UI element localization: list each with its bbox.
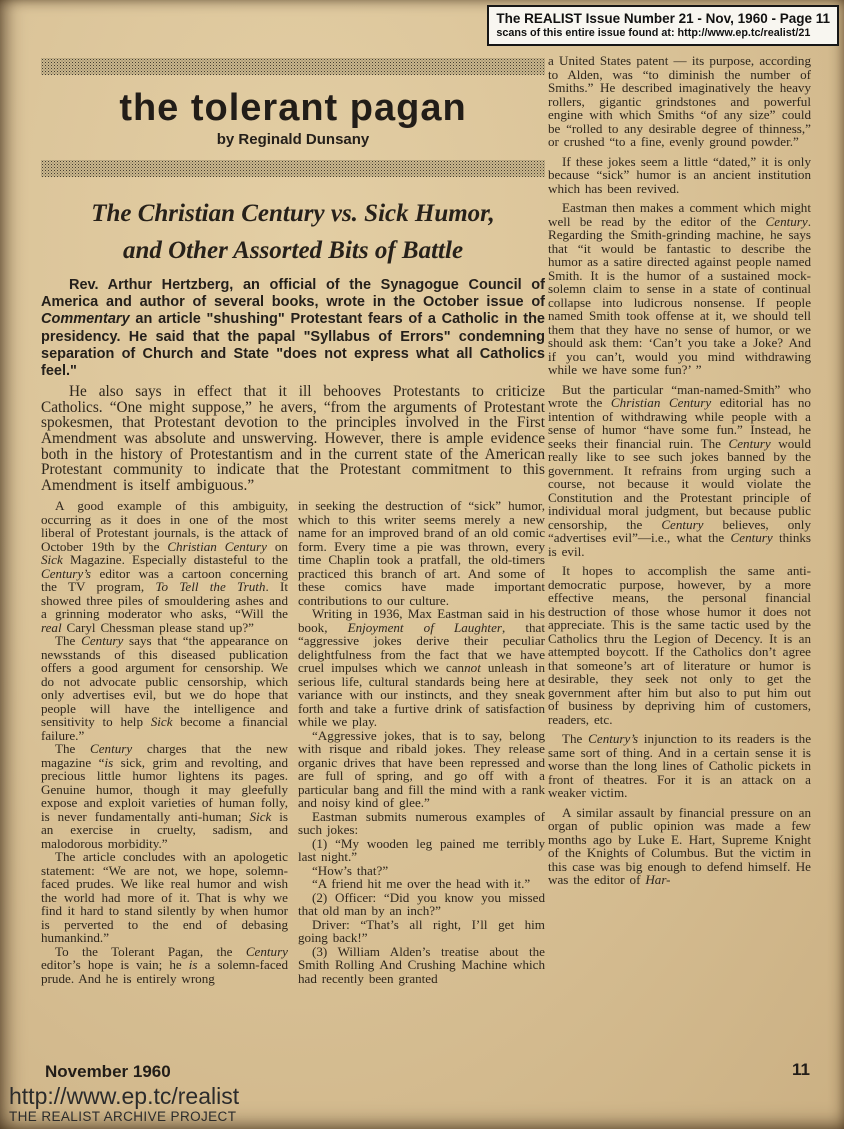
archive-overlay bbox=[9, 1084, 239, 1125]
column-byline: by Reginald Dunsany bbox=[216, 131, 370, 148]
paragraph: “How’s that?” bbox=[312, 862, 389, 878]
article-intro: Rev. Arthur Hertzberg, an official of the Synagogue Council of America and author of several books, wrote in the October issue of Commentary an article "shushing" Protestant fears of a Catholic in the presidency. He said that the papal "Syllabus of Errors" condemning separation of Church and State "does not express what all Catholics feel." bbox=[41, 277, 545, 380]
headline-line1: The Christian Century vs. Sick Humor, bbox=[91, 200, 495, 227]
footer-issue-date: November 1960 bbox=[45, 1062, 171, 1081]
article-main-area bbox=[41, 58, 545, 1055]
paragraph: The article concludes with an apologetic statement: “We are not, we hope, solemn-faced prudes. We like real humor and wish the world had more of it. That is why we find it hard to stand silently by when humor is perverted to the end of debasing humankind.” bbox=[41, 849, 288, 946]
halftone-bar-bottom bbox=[41, 160, 545, 177]
paragraph: a United States patent — its purpose, according to Alden, was “to diminish the number of Smiths.” He described imaginatively the heavy rollers, gigantic grindstones and powerful engine with which Smiths “of any size” could be “rolled to any desirable degree of thinness,” or crushed “to a fine, evenly ground powder.” bbox=[548, 54, 811, 149]
archive-project-name: THE REALIST ARCHIVE PROJECT bbox=[9, 1109, 237, 1124]
article-headline bbox=[41, 195, 545, 269]
scan-info-banner bbox=[487, 5, 839, 46]
paragraph: The Century’s injunction to its readers is the same sort of thing. And in a certain sense it is worse than the long lines of Catholic pickets in front of theatres. For it is an attack on a weaker victim. bbox=[548, 731, 811, 800]
halftone-bar-top bbox=[41, 58, 545, 75]
paragraph: The Century says that “the appearance on newsstands of this diseased publication offers a good argument for censorship. We do not advocate public censorship, which only advertises evil, but we do hope that people will have the intelligence and sensitivity to help Sick become a financial failure.” bbox=[41, 633, 289, 743]
column-right bbox=[548, 54, 811, 1052]
paragraph: “A friend hit me over the head with it.” bbox=[312, 876, 531, 892]
paragraph: Eastman then makes a comment which might well be read by the editor of the Century. Regarding the Smith-grinding machine, he says that “it would be fantastic to describe the humor as a satire directed against people named Smith. It is the humor of a sustained mock-solemn claim to sense in a state of continual collapse into ludicrous nonsense. If people named Smith took offense at it, we should tell them that they have no sense of humor, or we should ask them: ‘Can’t you take a Joke? And if you can’t, would you mind withdrawing while we have some fun?’ ” bbox=[548, 200, 811, 377]
paragraph: If these jokes seem a little “dated,” it is only because “sick” humor is an ancient institution which has been revived. bbox=[548, 153, 811, 196]
paragraph: A good example of this ambiguity, occurring as it does in one of the most liberal of Protestant journals, is the attack of October 19th by the Christian Century on Sick Magazine. Especially distasteful to the Century’s editor was a cartoon concerning the TV program, To Tell the Truth. It showed three piles of smouldering ashes and a grinning moderator who asks, “Will the real Caryl Chessman please stand up?” bbox=[41, 499, 288, 635]
paragraph: “Aggressive jokes, that is to say, belong with risque and ribald jokes. They release organic drives that have been repressed and are full of spring, and go off with a particular bang and fill the mind with a rank and noisy kind of glee.” bbox=[298, 727, 545, 811]
paragraph: (1) “My wooden leg pained me terribly last night.” bbox=[298, 835, 545, 865]
column-left bbox=[41, 499, 288, 1055]
paragraph: To the Tolerant Pagan, the Century editor’s hope is vain; he is a solemn-faced prude. And he is entirely wrong bbox=[41, 943, 288, 986]
scan-source-url: scans of this entire issue found at: http://www.ep.tc/realist/21 bbox=[496, 27, 811, 39]
archive-url-text: http://www.ep.tc/realist bbox=[9, 1083, 240, 1109]
paragraph: (2) Officer: “Did you know you missed that old man by an inch?” bbox=[298, 889, 545, 919]
footer-page-number: 11 bbox=[792, 1060, 810, 1079]
article-lede: He also says in effect that it ill behooves Protestants to criticize Catholics. “One might suppose,” he avers, “from the arguments of Protestant spokesmen, that Protestant devotion to the principles involved in the First Amendment was absolute and unswerving. However, there is ample evidence both in the history of Protestantism and in the current state of the American Protestant community to indicate that the Protestant commitment to this Amendment is itself ambiguous.” bbox=[41, 383, 545, 494]
paragraph: The Century charges that the new magazine “is sick, grim and revolting, and precious little humor lightens its pages. Genuine humor, though it may gleefully expose and exploit varieties of human folly, is never fundamentally anti-human; Sick is an exercise in cruelty, sadism, and malodorous morbidity.” bbox=[41, 741, 289, 851]
column-masthead bbox=[41, 58, 545, 177]
paragraph: Eastman submits numerous examples of such jokes: bbox=[298, 808, 545, 838]
paragraph: in seeking the destruction of “sick” humor, which to this writer seems merely a new name for an improved brand of an old comic form. Every time a pie was thrown, every time Chaplin took a pratfall, the old-timers practiced this branch of art. And some of these comics have made important contributions to our culture. bbox=[298, 499, 545, 608]
scan-issue-title: The REALIST Issue Number 21 - Nov, 1960 - Page 11 bbox=[496, 11, 830, 26]
headline-line2: and Other Assorted Bits of Battle bbox=[122, 237, 464, 264]
two-column-area bbox=[41, 499, 545, 1055]
paragraph: A similar assault by financial pressure on an organ of public opinion was made a few months ago by Luke E. Hart, Supreme Knight of the Knights of Columbus. But the victim in this case was big enough to defend himself. He was the editor of Har- bbox=[548, 804, 811, 887]
column-middle bbox=[298, 499, 545, 1055]
column-title: the tolerant pagan bbox=[119, 87, 467, 129]
paragraph: (3) William Alden’s treatise about the Smith Rolling And Crushing Machine which had recently been granted bbox=[298, 943, 545, 986]
paragraph: It hopes to accomplish the same anti-democratic purpose, however, by a more effective means, the personal financial destruction of those whose humor it does not appreciate. This is the same tactic used by the Catholics thru the Legion of Decency. It is an attempted boycott. If the Catholics don’t agree that someone’s art of literature or humor is desirable, they seek not only to get the government after him but also to put him out of business by depriving him of customers, readers, etc. bbox=[548, 563, 811, 727]
paragraph: But the particular “man-named-Smith” who wrote the Christian Century editorial has no intention of withdrawing while people with a sense of humor “have some fun.” Instead, he seeks their financial ruin. The Century would really like to see such jokes banned by the government. It refrains from urging such a course, not because it would violate the Constitution and the Protestant principle of individual moral judgment, but because public censorship, the Century believes, only “advertises evil”—i.e., what the Century thinks is evil. bbox=[548, 381, 811, 559]
paragraph: Driver: “That’s all right, I’ll get him going back!” bbox=[298, 916, 545, 946]
paragraph: Writing in 1936, Max Eastman said in his book, Enjoyment of Laughter, that “aggressive jokes derive their peculiar delightfulness from the fact that we have cruel impulses which we cannot unleash in serious life, cultural standards being here at variance with our instincts, and they sneak forth and take a furtive drink of satisfaction while we play. bbox=[298, 606, 545, 730]
